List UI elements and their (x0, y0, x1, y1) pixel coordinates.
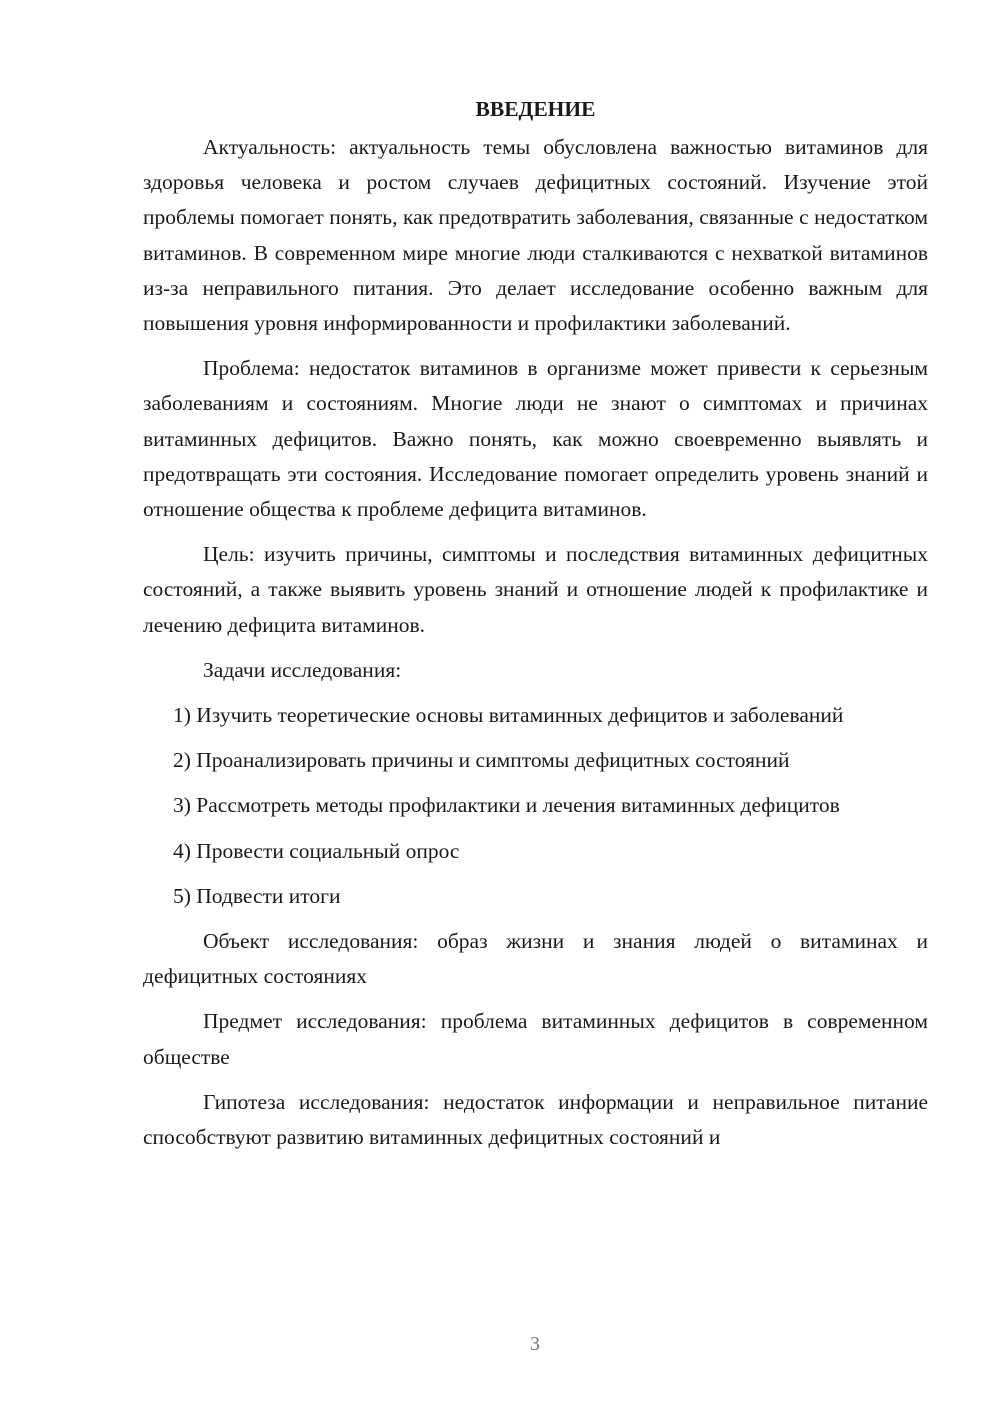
tasks-heading: Задачи исследования: (203, 657, 402, 682)
task-item-3: 3) Рассмотреть методы профилактики и лечения витаминных дефицитов (173, 793, 840, 818)
paragraph-goal: Цель: изучить причины, симптомы и последствия витаминных дефицитных состояний, а также выявить уровень знаний и отношение людей к профилактике и лечению дефицита витаминов. (143, 542, 928, 637)
paragraph-object: Объект исследования: образ жизни и знания людей о витаминах и дефицитных состояниях (143, 929, 928, 989)
paragraph-relevance: Актуальность: актуальность темы обусловлена важностью витаминов для здоровья человека и ростом случаев дефицитных состояний. Изучение этой проблемы помогает понять, как предотвратить заболевания, связанные с недостатком витаминов. В современном мире многие люди сталкиваются с нехваткой витаминов из-за неправильного питания. Это делает исследование особенно важным для повышения уровня информированности и профилактики заболеваний. (143, 135, 928, 336)
paragraph-hypothesis: Гипотеза исследования: недостаток информации и неправильное питание способствуют развитию витаминных дефицитных состояний и (143, 1089, 928, 1150)
page-number: 3 (530, 1333, 540, 1355)
paragraph-problem: Проблема: недостаток витаминов в организме может привести к серьезным заболеваниям и состояниям. Многие люди не знают о симптомах и причинах витаминных дефицитов. Важно понять, как можно своевременно выявлять и предотвращать эти состояния. Исследование помогает определить уровень знаний и отношение общества к проблеме дефицита витаминов. (143, 356, 928, 522)
page-title: ВВЕДЕНИЕ (475, 97, 596, 121)
task-item-4: 4) Провести социальный опрос (173, 838, 460, 863)
task-item-2: 2) Проанализировать причины и симптомы дефицитных состояний (173, 748, 790, 773)
task-item-5: 5) Подвести итоги (173, 883, 341, 908)
task-item-1: 1) Изучить теоретические основы витаминных дефицитов и заболеваний (173, 703, 844, 728)
paragraph-subject: Предмет исследования: проблема витаминных дефицитов в современном обществе (143, 1009, 928, 1069)
document-page (143, 92, 928, 1165)
